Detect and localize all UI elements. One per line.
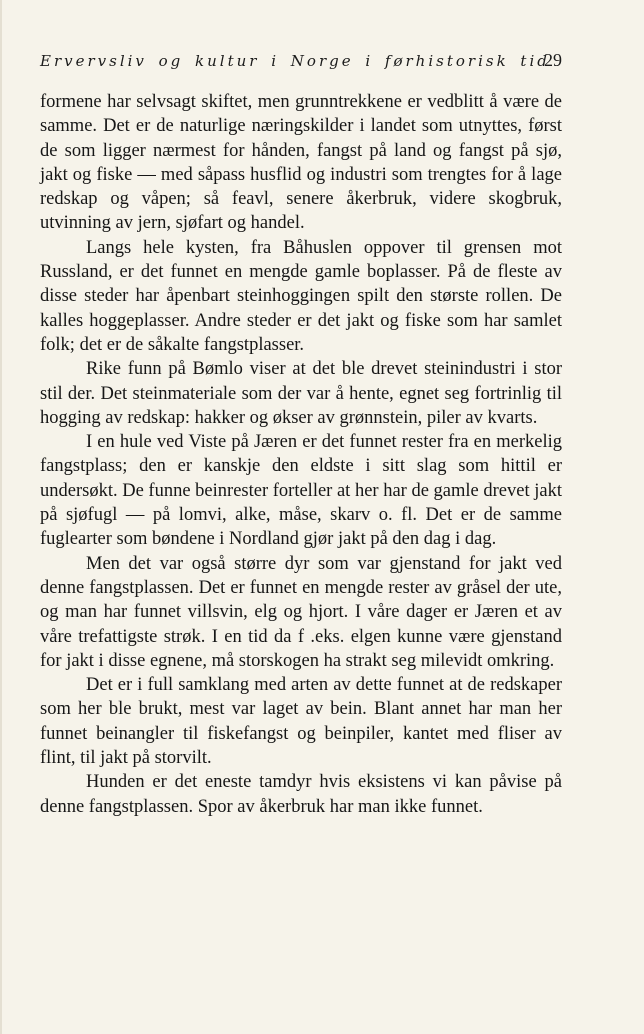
running-title: Ervervsliv og kultur i Norge i førhistorisk tid	[40, 52, 550, 70]
paragraph-coast-settlements: Langs hele kysten, fra Båhuslen oppover til grensen mot Russland, er det funnet en mengde gamle boplasser. På de fleste av disse steder har åpenbart steinhoggingen spilt den største rollen. De kalles hoggeplasser. Andre steder er det jakt og fiske som har samlet folk; det er de såkalte fangstplasser.	[40, 237, 562, 355]
paragraph-dog: Hunden er det eneste tamdyr hvis eksistens vi kan påvise på denne fangstplassen. Spor av åkerbruk har man ikke funnet.	[40, 772, 562, 817]
body-text	[40, 90, 562, 819]
page-number: 29	[544, 50, 562, 70]
paragraph-large-game: Men det var også større dyr som var gjenstand for jakt ved denne fangstplassen. Det er funnet en mengde rester av gråsel der ute, og man har funnet villsvin, elg og hjort. I våre dager er Jæren et av våre trefattigste strøk. I en tid da f .eks. elgen kunne være gjenstand for jakt i disse egnene, må storskogen ha strakt seg milevidt omkring.	[40, 553, 562, 671]
paragraph-viste-cave: I en hule ved Viste på Jæren er det funnet rester fra en merkelig fangstplass; den er kanskje den eldste i sitt slag som hittil er undersøkt. De funne beinrester forteller at her har de gamle drevet jakt på sjøfugl — på lomvi, alke, måse, skarv o. fl. Det er de samme fuglearter som bøndene i Nordland gjør jakt på den dag i dag.	[40, 432, 562, 550]
paragraph-bone-tools: Det er i full samklang med arten av dette funnet at de redskaper som her ble brukt, mest var laget av bein. Blant annet har man her funnet beinangler til fiskefangst og beinpiler, kantet med fliser av flint, til jakt på storvilt.	[40, 675, 562, 769]
paragraph-continuation: formene har selvsagt skiftet, men grunntrekkene er vedblitt å være de samme. Det er de naturlige næringskilder i landet som utnyttes, først de som ligger nærmest for hånden, fangst på land og fangst på sjø, jakt og fiske — med såpass husflid og industri som trengtes for å lage redskap og våpen; så feavl, senere åkerbruk, videre skogbruk, utvinning av jern, sjøfart og handel.	[40, 92, 562, 234]
running-head	[40, 50, 562, 74]
paragraph-bomlo: Rike funn på Bømlo viser at det ble drevet steinindustri i stor stil der. Det steinmateriale som der var å hente, egnet seg fortrinlig til hogging av redskap: hakker og økser av grønnstein, piler av kvarts.	[40, 359, 562, 428]
